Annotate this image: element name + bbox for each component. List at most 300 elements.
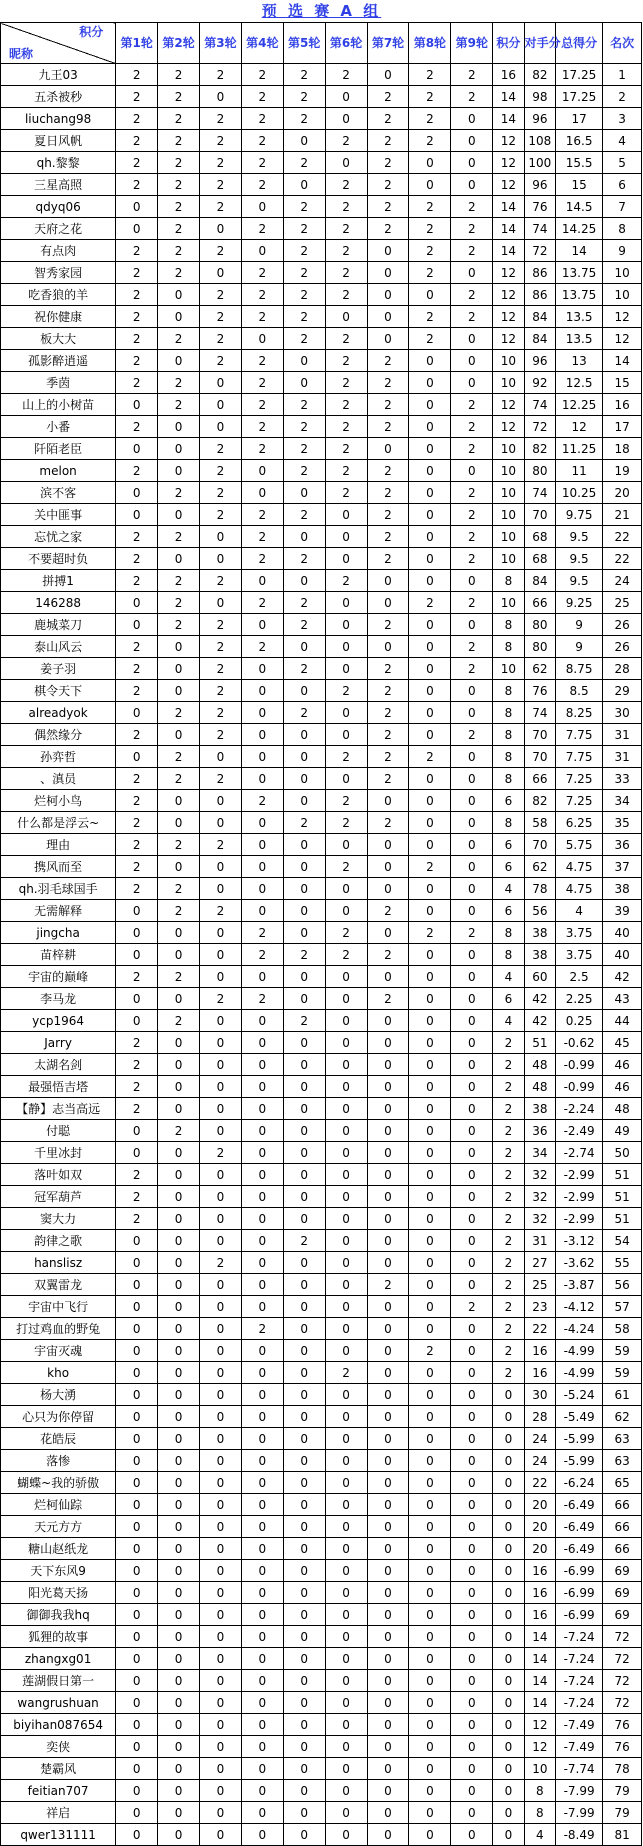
round-2-points: 0 (158, 1582, 200, 1604)
rank-cell: 12 (603, 328, 642, 350)
round-9-points: 0 (451, 1032, 493, 1054)
round-9-points: 0 (451, 152, 493, 174)
opponent-score-cell: 32 (524, 1208, 555, 1230)
table-row (1, 878, 642, 900)
table-row (1, 1142, 642, 1164)
round-1-points: 2 (116, 328, 158, 350)
opponent-score-cell: 8 (524, 1802, 555, 1824)
score-cell: 0 (493, 1692, 524, 1714)
round-8-points: 2 (409, 240, 451, 262)
round-5-points: 2 (283, 504, 325, 526)
header-score: 积分 (493, 23, 524, 64)
round-5-points: 2 (283, 812, 325, 834)
total-cell: 13.75 (556, 262, 603, 284)
round-7-points: 0 (367, 1670, 409, 1692)
opponent-score-cell: 70 (524, 504, 555, 526)
round-2-points: 0 (158, 1208, 200, 1230)
total-cell: 7.75 (556, 724, 603, 746)
table-row (1, 350, 642, 372)
total-cell: 9.25 (556, 592, 603, 614)
round-8-points: 0 (409, 658, 451, 680)
rank-cell: 57 (603, 1296, 642, 1318)
total-cell: 15 (556, 174, 603, 196)
round-6-points: 0 (325, 1318, 367, 1340)
round-1-points: 2 (116, 966, 158, 988)
round-4-points: 0 (241, 1648, 283, 1670)
total-cell: -7.24 (556, 1626, 603, 1648)
round-7-points: 0 (367, 1362, 409, 1384)
round-9-points: 0 (451, 768, 493, 790)
player-name: 不要超时负 (1, 548, 116, 570)
round-7-points: 0 (367, 1538, 409, 1560)
round-2-points: 0 (158, 1692, 200, 1714)
total-cell: 9 (556, 614, 603, 636)
round-2-points: 0 (158, 306, 200, 328)
round-1-points: 0 (116, 1450, 158, 1472)
round-3-points: 0 (199, 1010, 241, 1032)
round-5-points: 0 (283, 1164, 325, 1186)
round-2-points: 0 (158, 658, 200, 680)
round-8-points: 2 (409, 592, 451, 614)
player-name: 阳光葛天扬 (1, 1582, 116, 1604)
opponent-score-cell: 84 (524, 306, 555, 328)
round-3-points: 0 (199, 1274, 241, 1296)
score-cell: 14 (493, 196, 524, 218)
round-8-points: 0 (409, 1472, 451, 1494)
round-6-points: 0 (325, 1098, 367, 1120)
total-cell: -7.24 (556, 1692, 603, 1714)
round-8-points: 0 (409, 1296, 451, 1318)
table-row (1, 1802, 642, 1824)
round-5-points: 0 (283, 1648, 325, 1670)
table-row (1, 108, 642, 130)
round-2-points: 2 (158, 86, 200, 108)
round-7-points: 2 (367, 482, 409, 504)
round-4-points: 0 (241, 900, 283, 922)
player-name: 夏日风帆 (1, 130, 116, 152)
total-cell: 12 (556, 416, 603, 438)
round-6-points: 0 (325, 1802, 367, 1824)
round-9-points: 0 (451, 1406, 493, 1428)
score-cell: 2 (493, 1186, 524, 1208)
round-2-points: 0 (158, 812, 200, 834)
round-7-points: 0 (367, 1604, 409, 1626)
round-9-points: 2 (451, 218, 493, 240)
round-2-points: 0 (158, 438, 200, 460)
round-9-points: 0 (451, 1428, 493, 1450)
round-1-points: 2 (116, 548, 158, 570)
table-row (1, 1626, 642, 1648)
round-6-points: 0 (325, 1692, 367, 1714)
score-cell: 14 (493, 218, 524, 240)
total-cell: -5.99 (556, 1450, 603, 1472)
round-4-points: 2 (241, 86, 283, 108)
round-9-points: 0 (451, 1120, 493, 1142)
table-row (1, 152, 642, 174)
round-7-points: 0 (367, 856, 409, 878)
round-9-points: 2 (451, 724, 493, 746)
round-4-points: 0 (241, 196, 283, 218)
round-4-points: 0 (241, 1472, 283, 1494)
rank-cell: 72 (603, 1648, 642, 1670)
total-cell: -0.99 (556, 1054, 603, 1076)
table-row (1, 966, 642, 988)
round-9-points: 2 (451, 636, 493, 658)
round-3-points: 0 (199, 1384, 241, 1406)
round-5-points: 0 (283, 790, 325, 812)
round-3-points: 2 (199, 988, 241, 1010)
round-3-points: 2 (199, 460, 241, 482)
player-name: 天元方方 (1, 1516, 116, 1538)
round-8-points: 2 (409, 1340, 451, 1362)
score-cell: 12 (493, 394, 524, 416)
round-9-points: 0 (451, 372, 493, 394)
round-9-points: 2 (451, 394, 493, 416)
round-2-points: 2 (158, 526, 200, 548)
round-2-points: 2 (158, 570, 200, 592)
round-6-points: 0 (325, 1076, 367, 1098)
table-row (1, 1186, 642, 1208)
round-2-points: 2 (158, 372, 200, 394)
rank-cell: 79 (603, 1780, 642, 1802)
round-1-points: 0 (116, 944, 158, 966)
round-6-points: 0 (325, 86, 367, 108)
round-7-points: 0 (367, 1450, 409, 1472)
round-1-points: 0 (116, 1472, 158, 1494)
round-1-points: 2 (116, 152, 158, 174)
table-row (1, 812, 642, 834)
round-7-points: 0 (367, 240, 409, 262)
player-name: qh.羽毛球国手 (1, 878, 116, 900)
score-cell: 8 (493, 724, 524, 746)
round-1-points: 0 (116, 1538, 158, 1560)
table-title-text: 预 选 赛 A 组 (261, 2, 382, 20)
round-7-points: 2 (367, 680, 409, 702)
round-1-points: 0 (116, 1428, 158, 1450)
round-1-points: 0 (116, 1384, 158, 1406)
total-cell: 7.25 (556, 790, 603, 812)
round-1-points: 0 (116, 394, 158, 416)
round-4-points: 2 (241, 592, 283, 614)
rank-cell: 24 (603, 570, 642, 592)
rank-cell: 66 (603, 1494, 642, 1516)
score-cell: 12 (493, 174, 524, 196)
round-7-points: 2 (367, 768, 409, 790)
round-6-points: 2 (325, 394, 367, 416)
round-4-points: 0 (241, 812, 283, 834)
round-4-points: 0 (241, 1384, 283, 1406)
score-cell: 8 (493, 636, 524, 658)
round-6-points: 0 (325, 1054, 367, 1076)
opponent-score-cell: 16 (524, 1560, 555, 1582)
round-6-points: 0 (325, 1384, 367, 1406)
round-4-points: 0 (241, 724, 283, 746)
opponent-score-cell: 68 (524, 526, 555, 548)
round-3-points: 2 (199, 108, 241, 130)
round-4-points: 0 (241, 1296, 283, 1318)
round-6-points: 0 (325, 306, 367, 328)
table-row (1, 1120, 642, 1142)
round-9-points: 0 (451, 1318, 493, 1340)
table-row (1, 372, 642, 394)
round-8-points: 2 (409, 328, 451, 350)
table-row (1, 592, 642, 614)
round-5-points: 0 (283, 1670, 325, 1692)
round-2-points: 0 (158, 680, 200, 702)
round-4-points: 2 (241, 438, 283, 460)
round-4-points: 0 (241, 1538, 283, 1560)
score-cell: 2 (493, 1252, 524, 1274)
round-1-points: 2 (116, 768, 158, 790)
round-3-points: 2 (199, 658, 241, 680)
round-4-points: 2 (241, 108, 283, 130)
player-name: 天府之花 (1, 218, 116, 240)
table-row (1, 86, 642, 108)
rank-cell: 40 (603, 944, 642, 966)
round-4-points: 0 (241, 878, 283, 900)
round-5-points: 0 (283, 1604, 325, 1626)
table-row (1, 746, 642, 768)
rank-cell: 3 (603, 108, 642, 130)
round-6-points: 0 (325, 1780, 367, 1802)
round-6-points: 0 (325, 988, 367, 1010)
rank-cell: 17 (603, 416, 642, 438)
round-4-points: 2 (241, 152, 283, 174)
round-6-points: 0 (325, 614, 367, 636)
opponent-score-cell: 14 (524, 1670, 555, 1692)
total-cell: -2.74 (556, 1142, 603, 1164)
round-7-points: 0 (367, 834, 409, 856)
score-cell: 12 (493, 284, 524, 306)
round-9-points: 0 (451, 1340, 493, 1362)
round-2-points: 0 (158, 724, 200, 746)
round-6-points: 0 (325, 1274, 367, 1296)
score-cell: 10 (493, 658, 524, 680)
opponent-score-cell: 24 (524, 1450, 555, 1472)
round-9-points: 0 (451, 1560, 493, 1582)
score-cell: 2 (493, 1032, 524, 1054)
opponent-score-cell: 96 (524, 108, 555, 130)
round-7-points: 0 (367, 1714, 409, 1736)
player-name: hanslisz (1, 1252, 116, 1274)
round-6-points: 0 (325, 966, 367, 988)
player-name: biyihan087654 (1, 1714, 116, 1736)
opponent-score-cell: 68 (524, 548, 555, 570)
corner-nickname-label: 昵称 (9, 47, 34, 61)
round-6-points: 0 (325, 1648, 367, 1670)
round-3-points: 0 (199, 1780, 241, 1802)
player-name: alreadyok (1, 702, 116, 724)
round-4-points: 2 (241, 284, 283, 306)
round-8-points: 2 (409, 108, 451, 130)
total-cell: -2.99 (556, 1164, 603, 1186)
round-1-points: 0 (116, 922, 158, 944)
round-2-points: 2 (158, 1010, 200, 1032)
round-7-points: 2 (367, 702, 409, 724)
round-6-points: 2 (325, 1362, 367, 1384)
round-5-points: 0 (283, 1142, 325, 1164)
rank-cell: 63 (603, 1450, 642, 1472)
round-8-points: 0 (409, 878, 451, 900)
rank-cell: 35 (603, 812, 642, 834)
round-1-points: 0 (116, 1758, 158, 1780)
round-5-points: 0 (283, 482, 325, 504)
round-7-points: 0 (367, 592, 409, 614)
round-2-points: 0 (158, 1802, 200, 1824)
rank-cell: 72 (603, 1692, 642, 1714)
round-5-points: 2 (283, 438, 325, 460)
opponent-score-cell: 10 (524, 1758, 555, 1780)
opponent-score-cell: 42 (524, 988, 555, 1010)
round-3-points: 2 (199, 482, 241, 504)
round-9-points: 0 (451, 108, 493, 130)
round-6-points: 2 (325, 196, 367, 218)
round-5-points: 0 (283, 1208, 325, 1230)
opponent-score-cell: 27 (524, 1252, 555, 1274)
player-name: 偶然缘分 (1, 724, 116, 746)
round-5-points: 2 (283, 196, 325, 218)
rank-cell: 36 (603, 834, 642, 856)
round-3-points: 2 (199, 768, 241, 790)
opponent-score-cell: 16 (524, 1582, 555, 1604)
round-2-points: 0 (158, 548, 200, 570)
round-8-points: 0 (409, 1164, 451, 1186)
round-7-points: 0 (367, 922, 409, 944)
round-1-points: 2 (116, 680, 158, 702)
round-3-points: 2 (199, 174, 241, 196)
rank-cell: 25 (603, 592, 642, 614)
round-4-points: 0 (241, 1692, 283, 1714)
total-cell: 9.5 (556, 548, 603, 570)
total-cell: -6.99 (556, 1604, 603, 1626)
rank-cell: 39 (603, 900, 642, 922)
score-cell: 0 (493, 1428, 524, 1450)
round-3-points: 0 (199, 1472, 241, 1494)
round-5-points: 2 (283, 592, 325, 614)
round-6-points: 0 (325, 1406, 367, 1428)
header-round-6: 第6轮 (325, 23, 367, 64)
round-2-points: 0 (158, 1076, 200, 1098)
rank-cell: 33 (603, 768, 642, 790)
round-2-points: 0 (158, 1230, 200, 1252)
opponent-score-cell: 32 (524, 1186, 555, 1208)
round-1-points: 0 (116, 1120, 158, 1142)
round-1-points: 0 (116, 1780, 158, 1802)
round-3-points: 0 (199, 1670, 241, 1692)
round-1-points: 2 (116, 108, 158, 130)
round-7-points: 0 (367, 1560, 409, 1582)
score-cell: 12 (493, 306, 524, 328)
round-9-points: 0 (451, 1186, 493, 1208)
player-name: 楚霸风 (1, 1758, 116, 1780)
round-5-points: 0 (283, 372, 325, 394)
total-cell: 17 (556, 108, 603, 130)
round-8-points: 0 (409, 1758, 451, 1780)
round-4-points: 0 (241, 680, 283, 702)
round-6-points: 2 (325, 328, 367, 350)
round-8-points: 0 (409, 548, 451, 570)
round-2-points: 0 (158, 636, 200, 658)
rank-cell: 37 (603, 856, 642, 878)
round-8-points: 0 (409, 636, 451, 658)
round-5-points: 0 (283, 856, 325, 878)
round-1-points: 0 (116, 746, 158, 768)
table-row (1, 834, 642, 856)
round-3-points: 0 (199, 856, 241, 878)
round-3-points: 0 (199, 1406, 241, 1428)
rank-cell: 40 (603, 922, 642, 944)
player-name: 千里冰封 (1, 1142, 116, 1164)
total-cell: -0.99 (556, 1076, 603, 1098)
total-cell: 15.5 (556, 152, 603, 174)
total-cell: -6.24 (556, 1472, 603, 1494)
score-cell: 12 (493, 130, 524, 152)
player-name: 泰山风云 (1, 636, 116, 658)
rank-cell: 2 (603, 86, 642, 108)
round-8-points: 0 (409, 834, 451, 856)
table-body (1, 64, 642, 1846)
player-name: 什么都是浮云~ (1, 812, 116, 834)
round-3-points: 2 (199, 570, 241, 592)
total-cell: -7.49 (556, 1714, 603, 1736)
opponent-score-cell: 74 (524, 702, 555, 724)
player-name: 杨大湧 (1, 1384, 116, 1406)
player-name: 天下东风9 (1, 1560, 116, 1582)
opponent-score-cell: 20 (524, 1516, 555, 1538)
round-2-points: 0 (158, 1824, 200, 1846)
score-cell: 12 (493, 416, 524, 438)
round-2-points: 0 (158, 1428, 200, 1450)
round-3-points: 2 (199, 614, 241, 636)
round-2-points: 2 (158, 746, 200, 768)
round-6-points: 0 (325, 1582, 367, 1604)
round-5-points: 0 (283, 1098, 325, 1120)
opponent-score-cell: 76 (524, 680, 555, 702)
round-3-points: 0 (199, 1076, 241, 1098)
player-name: 狐狸的故事 (1, 1626, 116, 1648)
round-2-points: 0 (158, 1098, 200, 1120)
round-9-points: 2 (451, 526, 493, 548)
rank-cell: 78 (603, 1758, 642, 1780)
round-7-points: 2 (367, 504, 409, 526)
score-cell: 2 (493, 1164, 524, 1186)
round-6-points: 0 (325, 108, 367, 130)
table-row (1, 702, 642, 724)
round-6-points: 0 (325, 1164, 367, 1186)
round-8-points: 0 (409, 152, 451, 174)
round-1-points: 2 (116, 86, 158, 108)
opponent-score-cell: 62 (524, 856, 555, 878)
round-7-points: 0 (367, 1582, 409, 1604)
round-3-points: 0 (199, 372, 241, 394)
round-8-points: 0 (409, 504, 451, 526)
round-8-points: 0 (409, 1516, 451, 1538)
round-2-points: 2 (158, 152, 200, 174)
score-cell: 0 (493, 1494, 524, 1516)
opponent-score-cell: 80 (524, 460, 555, 482)
round-8-points: 0 (409, 680, 451, 702)
opponent-score-cell: 58 (524, 812, 555, 834)
round-4-points: 0 (241, 1582, 283, 1604)
round-8-points: 2 (409, 262, 451, 284)
round-5-points: 0 (283, 1252, 325, 1274)
round-9-points: 0 (451, 1142, 493, 1164)
header-round-9: 第9轮 (451, 23, 493, 64)
round-1-points: 0 (116, 1626, 158, 1648)
round-6-points: 0 (325, 592, 367, 614)
round-3-points: 0 (199, 1230, 241, 1252)
score-cell: 0 (493, 1472, 524, 1494)
